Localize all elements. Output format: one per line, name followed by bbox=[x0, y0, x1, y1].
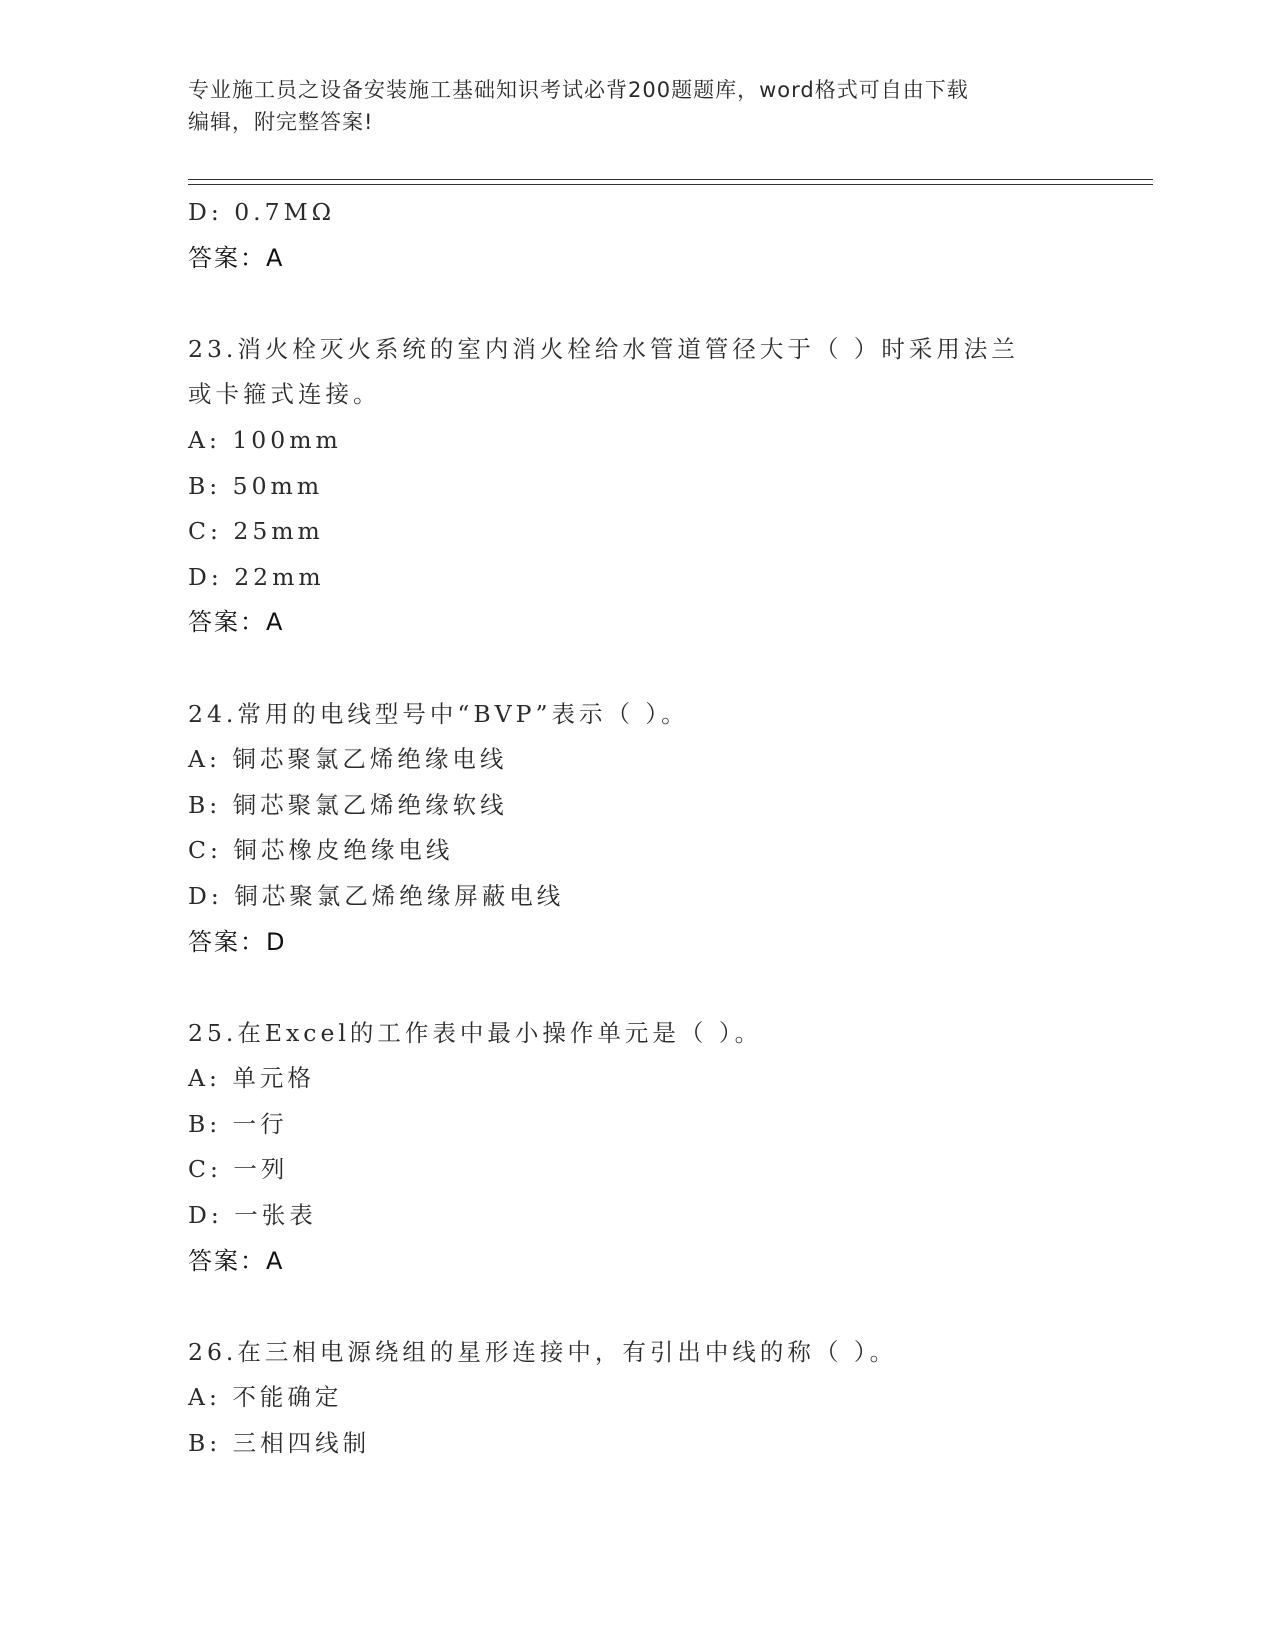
option-a: A: 不能确定 bbox=[188, 1383, 343, 1412]
option-d: D: 22mm bbox=[188, 562, 325, 591]
option-d: D: 0.7MΩ bbox=[188, 198, 336, 226]
option-a: A: 100mm bbox=[188, 425, 342, 454]
option-c: C: 一列 bbox=[188, 1155, 289, 1184]
question-stem-continued: 或卡箍式连接。 bbox=[188, 380, 381, 409]
option-b: B: 铜芯聚氯乙烯绝缘软线 bbox=[188, 790, 508, 819]
question-list bbox=[188, 190, 1148, 1467]
question-stem: 26.在三相电源绕组的星形连接中，有引出中线的称（ ）。 bbox=[188, 1337, 898, 1366]
answer-label: 答案：D bbox=[188, 927, 287, 956]
question-22-tail bbox=[188, 190, 1148, 281]
question-23 bbox=[188, 327, 1148, 646]
header-divider-top bbox=[188, 179, 1153, 180]
question-stem: 24.常用的电线型号中“BVP”表示（ ）。 bbox=[188, 699, 689, 728]
answer-label: 答案：A bbox=[188, 1246, 285, 1275]
header-title-line-2: 编辑，附完整答案! bbox=[188, 110, 374, 134]
answer-label: 答案：A bbox=[188, 243, 285, 272]
option-a: A: 铜芯聚氯乙烯绝缘电线 bbox=[188, 745, 508, 774]
option-b: B: 三相四线制 bbox=[188, 1429, 371, 1458]
question-stem: 25.在Excel的工作表中最小操作单元是（ ）。 bbox=[188, 1018, 763, 1047]
question-stem: 23.消火栓灭火系统的室内消火栓给水管道管径大于（ ）时采用法兰 bbox=[188, 334, 1019, 363]
header-divider-bottom bbox=[188, 184, 1153, 185]
question-25 bbox=[188, 1011, 1148, 1285]
option-d: D: 铜芯聚氯乙烯绝缘屏蔽电线 bbox=[188, 881, 565, 910]
option-d: D: 一张表 bbox=[188, 1201, 317, 1230]
option-c: C: 铜芯橡皮绝缘电线 bbox=[188, 836, 454, 865]
document-header bbox=[188, 74, 1088, 138]
question-24 bbox=[188, 692, 1148, 966]
option-a: A: 单元格 bbox=[188, 1064, 315, 1093]
answer-label: 答案：A bbox=[188, 608, 285, 637]
question-26 bbox=[188, 1330, 1148, 1467]
option-b: B: 一行 bbox=[188, 1109, 288, 1138]
option-b: B: 50mm bbox=[188, 471, 324, 500]
option-c: C: 25mm bbox=[188, 517, 324, 546]
header-title-line-1: 专业施工员之设备安装施工基础知识考试必背200题题库，word格式可自由下载 bbox=[188, 78, 969, 102]
